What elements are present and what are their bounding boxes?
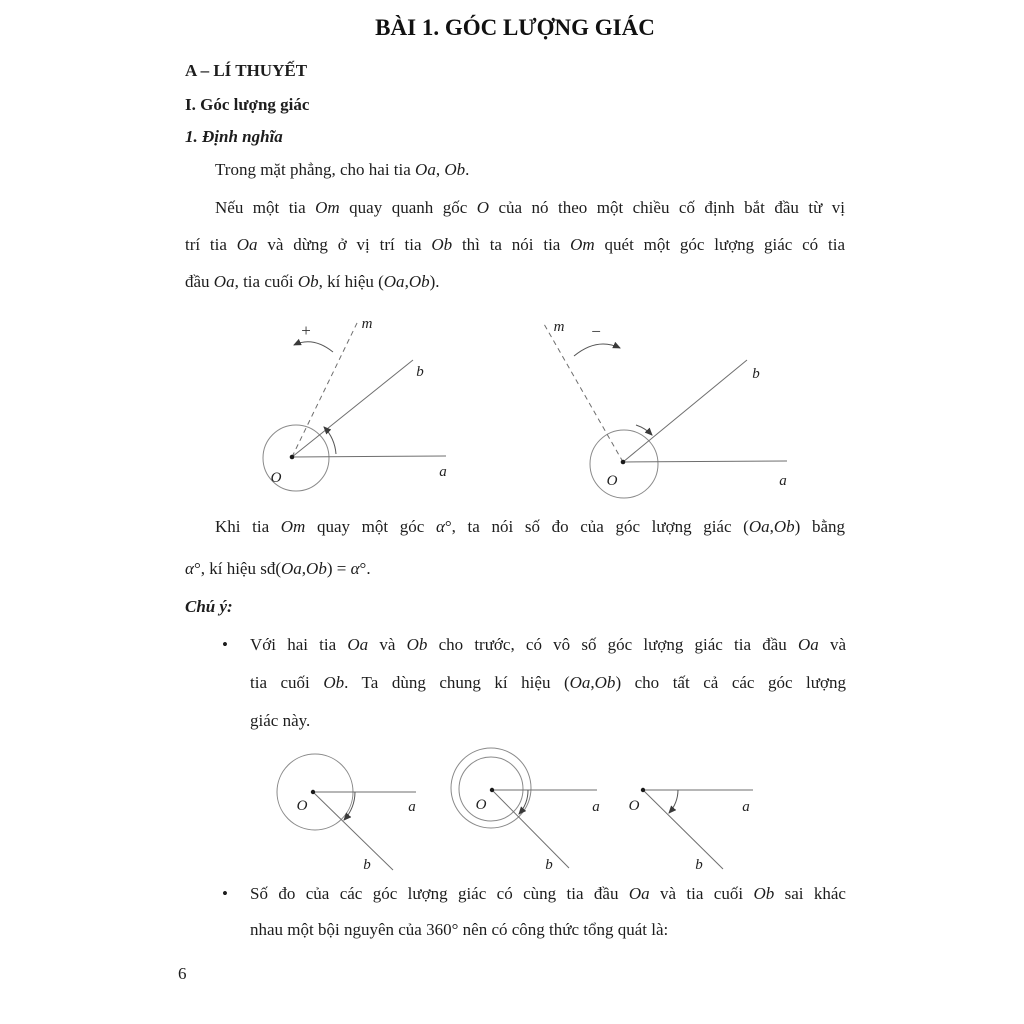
rotation-direction-figures [230,308,805,508]
angle-arc [669,790,678,813]
angle-arc [344,792,355,820]
ray-m-label: m [553,319,565,335]
ray-b-line [643,790,723,869]
bullet-marker: • [222,635,228,654]
ray-m-label: m [361,316,373,332]
negative-angle-figure [544,319,787,498]
origin-label: O [270,470,282,486]
origin-label: O [628,798,640,814]
paragraph-line: đầu Oa, tia cuối Ob, kí hiệu (Oa,Ob). [185,272,440,291]
ray-b-label: b [752,366,760,382]
note-heading: Chú ý: [185,597,233,616]
plus-sign: + [301,321,311,340]
bullet-line: Với hai tia Oa và Ob cho trước, có vô số góc lượng giác tia đầu Oa và [250,635,847,654]
page-title: BÀI 1. GÓC LƯỢNG GIÁC [375,15,655,40]
coterminal-angle-figures [250,742,770,882]
page-number: 6 [178,964,187,983]
ray-b-label: b [363,857,371,873]
coterminal-figure-1 [277,754,416,873]
paragraph-line: α°, kí hiệu sđ(Oa,Ob) = α°. [185,559,371,578]
ray-m-dashed-line [292,321,358,457]
paragraph-line: Trong mặt phẳng, cho hai tia Oa, Ob. [215,160,470,179]
paragraph-line: trí tia Oa và dừng ở vị trí tia Ob thì ta nói tia Om quét một góc lượng giác có tia [185,235,845,254]
bullet-line: Số đo của các góc lượng giác có cùng tia đầu Oa và tia cuối Ob sai khác [250,884,846,903]
ray-b-label: b [416,364,424,380]
bullet-line: tia cuối Ob. Ta dùng chung kí hiệu (Oa,Ob) cho tất cả các góc lượng [250,673,846,692]
ray-a-line [623,461,787,462]
origin-dot [490,788,494,792]
ray-a-label: a [592,799,600,815]
paragraph-line: Nếu một tia Om quay quanh gốc O của nó theo một chiều cố định bắt đầu từ vị [215,198,845,217]
origin-label: O [475,797,487,813]
cw-direction-arrow [574,344,620,356]
origin-dot [621,460,626,465]
minus-sign: − [591,322,601,341]
definition-heading: 1. Định nghĩa [185,127,283,146]
ray-b-line [292,360,413,457]
ray-b-line [623,360,747,462]
origin-dot [290,455,295,460]
section-heading: A – LÍ THUYẾT [185,61,308,80]
origin-label: O [296,798,308,814]
ray-b-line [492,790,569,868]
angle-arc [324,427,336,454]
ccw-direction-arrow [294,342,333,352]
bullet-line: giác này. [250,711,311,730]
ray-b-label: b [545,857,553,873]
ray-a-label: a [742,799,750,815]
coterminal-figure-3 [629,788,753,873]
coterminal-figure-2 [451,748,600,873]
ray-a-label: a [408,799,416,815]
paragraph-line: Khi tia Om quay một góc α°, ta nói số đo của góc lượng giác (Oa,Ob) bằng [215,517,845,536]
bullet-line: nhau một bội nguyên của 360° nên có công thức tổng quát là: [250,920,669,939]
ray-a-label: a [779,473,787,489]
bullet-marker: • [222,884,228,903]
ray-b-label: b [695,857,703,873]
origin-dot [311,790,315,794]
origin-label: O [606,473,618,489]
subsection-heading: I. Góc lượng giác [185,95,310,114]
ray-a-label: a [439,464,447,480]
origin-dot [641,788,645,792]
rotation-circle-outer [451,748,531,828]
positive-angle-figure [263,316,447,491]
ray-a-line [292,456,446,457]
